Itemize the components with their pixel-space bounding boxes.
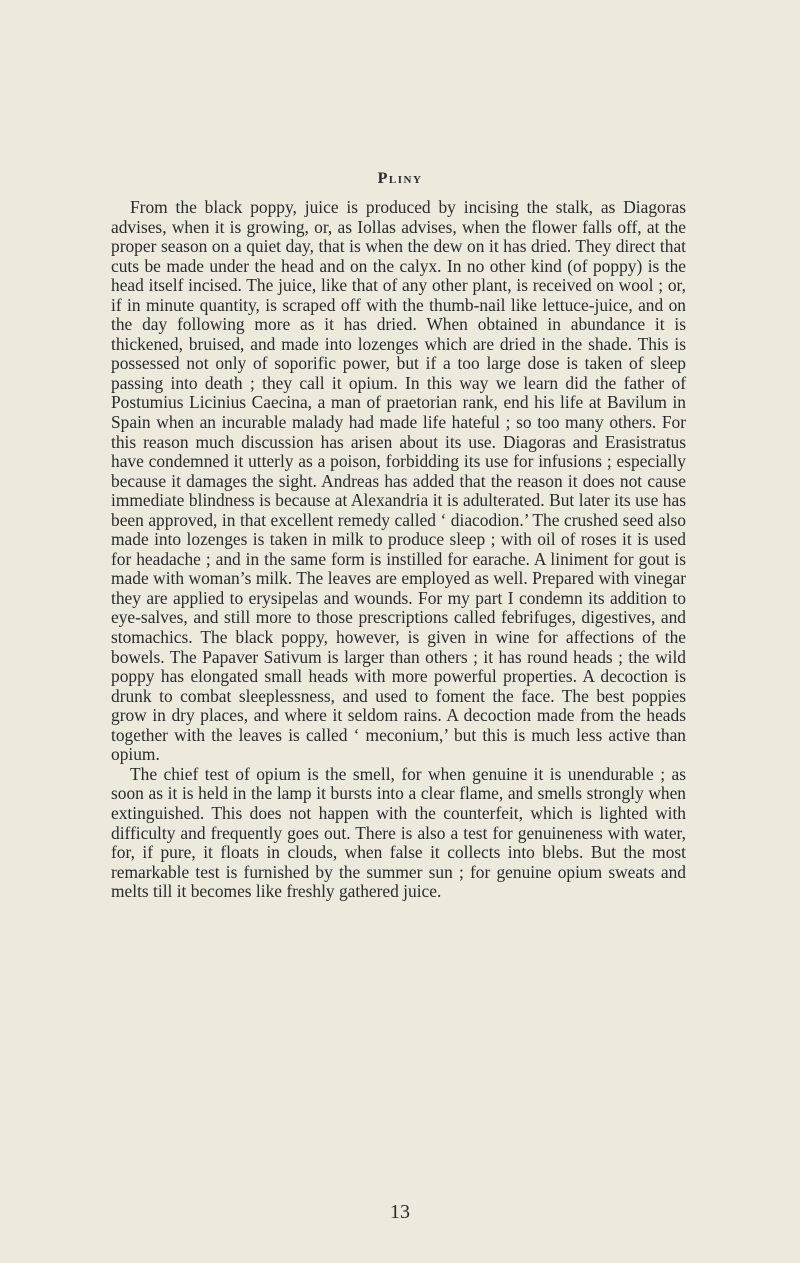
page-number: 13	[390, 1201, 410, 1223]
running-head: Pliny	[377, 170, 423, 187]
body-text	[111, 198, 686, 902]
paragraph: The chief test of opium is the smell, for when genuine it is unendurable ; as soon as it is held in the lamp it bursts into a clear flame, and smells strongly when extinguished. This does not happen with the counterfeit, which is lighted with difficulty and frequently goes out. There is also a test for genuineness with water, for, if pure, it floats in clouds, when false it collects into blebs. But the most remarkable test is furnished by the summer sun ; for genuine opium sweats and melts till it becomes like freshly gathered juice.	[111, 763, 686, 902]
paragraph: From the black poppy, juice is produced by incising the stalk, as Diagoras advises, when it is growing, or, as Iollas advises, when the flower falls off, at the proper season on a quiet day, that is when the dew on it has dried. They direct that cuts be made under the head and on the calyx. In no other kind (of poppy) is the head itself incised. The juice, like that of any other plant, is received on wool ; or, if in minute quantity, is scraped off with the thumb-nail like lettuce-juice, and on the day following more as it has dried. When obtained in abundance it is thickened, bruised, and made into lozenges which are dried in the shade. This is possessed not only of soporific power, but if a too large dose is taken of sleep passing into death ; they call it opium. In this way we learn did the father of Postumius Licinius Caecina, a man of praetorian rank, end his life at Bavilum in Spain when an incurable malady had made life hateful ; so too many others. For this reason much discussion has arisen about its use. Diagoras and Erasistratus have condemned it utterly as a poison, forbidding its use for infusions ; especially because it damages the sight. Andreas has added that the reason it does not cause immediate blindness is because at Alexandria it is adulterated. But later its use has been approved, in that excellent remedy called ‘ diacodion.’ The crushed seed also made into lozenges is taken in milk to produce sleep ; with oil of roses it is used for headache ; and in the same form is instilled for earache. A liniment for gout is made with woman’s milk. The leaves are employed as well. Prepared with vinegar they are applied to erysipelas and wounds. For my part I condemn its addition to eye-salves, and still more to those prescriptions called febrifuges, digestives, and stomachics. The black poppy, however, is given in wine for affections of the bowels. The Papaver Sativum is larger than others ; it has round heads ; the wild poppy has elongated small heads with more powerful properties. A decoction is drunk to combat sleeplessness, and used to foment the face. The best poppies grow in dry places, and where it seldom rains. A decoction made from the heads together with the leaves is called ‘ meconium,’ but this is much less active than opium.	[111, 197, 686, 765]
